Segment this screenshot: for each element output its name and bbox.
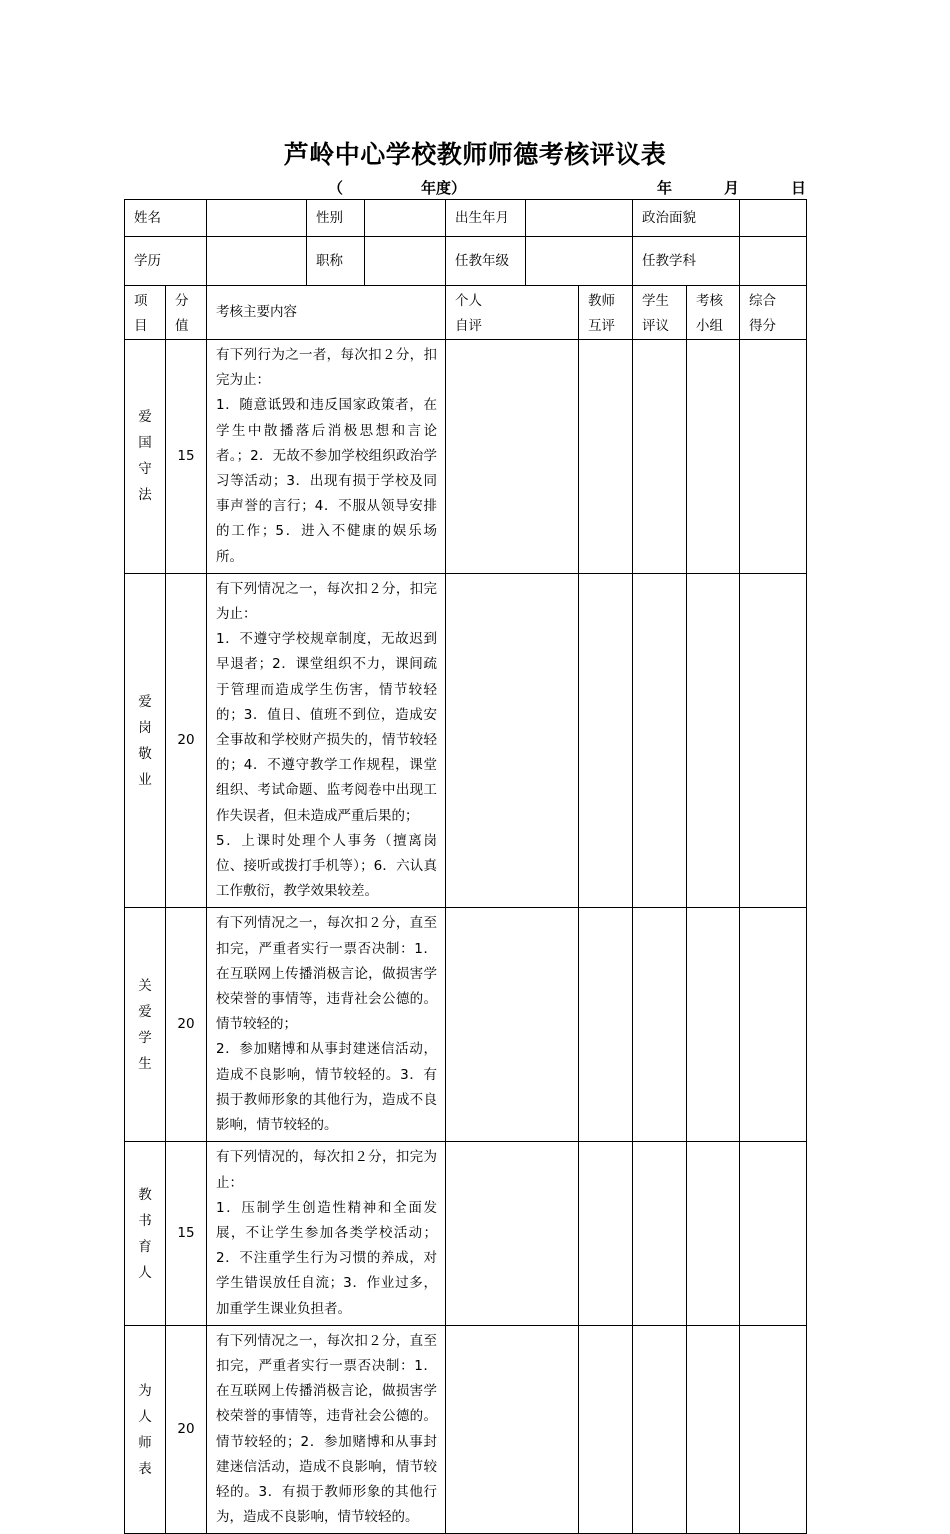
header-peer-line: 互评 (588, 318, 615, 334)
gender-label: 性别 (307, 200, 365, 237)
row-content-line: 2．参加赌博和从事封建迷信活动，造成不良影响，情节较轻的。3．有损于教师形象的其他行为，造成不良影响，情节较轻的。 (216, 1041, 437, 1134)
row-item-char: 爱 (138, 409, 152, 426)
row-content-line: 5．上课时处理个人事务（擅离岗位、接听或拨打手机等）；6．六认真工作敷衍，教学效果较差。 (216, 832, 437, 900)
row-item-char: 人 (138, 1408, 152, 1425)
row-content (207, 1142, 446, 1325)
birth-value-cell[interactable] (526, 200, 633, 237)
table-row (125, 573, 807, 908)
header-total-line: 综合 (749, 293, 776, 309)
header-self-line: 个人 (455, 293, 482, 309)
evaluation-table (124, 199, 807, 1534)
row-content-line: 有下列情况之一，每次扣２分，直至扣完，严重者实行一票否决制：1．在互联网上传播消极言论，做损害学校荣誉的事情等，违背社会公德的。情节较轻的；2．参加赌博和从事封建迷信活动，造成不良影响，情节较轻的。3．有损于教师形象的其他行为，造成不良影响，情节较轻的。 (216, 1332, 437, 1526)
peer-score-cell[interactable] (579, 1142, 633, 1325)
row-item-char: 人 (138, 1264, 152, 1281)
row-item-char: 爱 (138, 1003, 152, 1020)
student-score-cell[interactable] (633, 908, 687, 1142)
row-item-char: 守 (138, 461, 152, 478)
row-item-char: 师 (138, 1434, 152, 1451)
row-content (207, 1325, 446, 1534)
row-item (125, 908, 166, 1142)
grade-value-cell[interactable] (526, 237, 633, 286)
row-item-char: 教 (138, 1186, 152, 1203)
row-item-char: 生 (138, 1055, 152, 1072)
header-content: 考核主要内容 (207, 286, 446, 340)
row-content (207, 573, 446, 908)
row-item-char: 国 (138, 435, 152, 452)
group-score-cell[interactable] (687, 1325, 740, 1534)
row-content (207, 340, 446, 574)
header-score-line: 分 (175, 293, 189, 309)
row-item (125, 1142, 166, 1325)
date-day-label: 日 (791, 179, 807, 197)
header-group (687, 286, 740, 340)
table-row (125, 340, 807, 574)
student-score-cell[interactable] (633, 1325, 687, 1534)
birth-label: 出生年月 (446, 200, 526, 237)
self-score-cell[interactable] (446, 908, 579, 1142)
row-content-line: 1．不遵守学校规章制度，无故迟到早退者；2．课堂组织不力，课间疏于管理而造成学生伤害，情节较轻的；3．值日、值班不到位，造成安全事故和学校财产损失的，情节较轻的；4．不遵守教学工作规程，课堂组织、考试命题、监考阅卷中出现工作失误者，但未造成严重后果的； (216, 631, 437, 824)
politics-value-cell[interactable] (740, 200, 807, 237)
header-student-line: 评议 (642, 318, 669, 334)
total-score-cell[interactable] (740, 340, 807, 574)
education-label: 学历 (125, 237, 207, 286)
row-item-char: 关 (138, 977, 152, 994)
peer-score-cell[interactable] (579, 1325, 633, 1534)
total-score-cell[interactable] (740, 573, 807, 908)
peer-score-cell[interactable] (579, 908, 633, 1142)
header-group-line: 小组 (696, 318, 723, 334)
date-year-label: 年 (657, 179, 673, 197)
total-score-cell[interactable] (740, 1325, 807, 1534)
title-value-cell[interactable] (365, 237, 446, 286)
row-item-char: 表 (138, 1460, 152, 1477)
row-item-char: 育 (138, 1238, 152, 1255)
row-item-char: 岗 (138, 719, 152, 736)
table-row (125, 1142, 807, 1325)
gender-value-cell[interactable] (365, 200, 446, 237)
name-label: 姓名 (125, 200, 207, 237)
header-item-line: 目 (134, 318, 148, 334)
header-group-line: 考核 (696, 293, 723, 309)
total-score-cell[interactable] (740, 1142, 807, 1325)
header-item-line: 项 (134, 293, 148, 309)
row-content-line: 有下列情况的，每次扣２分，扣完为止： (216, 1149, 437, 1191)
group-score-cell[interactable] (687, 908, 740, 1142)
table-row (125, 908, 807, 1142)
peer-score-cell[interactable] (579, 573, 633, 908)
row-score: 15 (166, 1142, 207, 1325)
year-open-paren: （ (328, 179, 344, 197)
row-item-char: 爱 (138, 693, 152, 710)
header-self (446, 286, 579, 340)
group-score-cell[interactable] (687, 340, 740, 574)
row-item-char: 敬 (138, 745, 152, 762)
page-title: 芦岭中心学校教师师德考核评议表 (283, 140, 667, 169)
group-score-cell[interactable] (687, 573, 740, 908)
row-item (125, 1325, 166, 1534)
row-item (125, 573, 166, 908)
row-score: 20 (166, 1325, 207, 1534)
row-item-char: 书 (138, 1212, 152, 1229)
row-item (125, 340, 166, 574)
header-total-line: 得分 (749, 318, 776, 334)
education-value-cell[interactable] (207, 237, 307, 286)
row-score: 20 (166, 908, 207, 1142)
total-score-cell[interactable] (740, 908, 807, 1142)
header-student (633, 286, 687, 340)
year-label: 年度） (421, 179, 467, 197)
row-score: 20 (166, 573, 207, 908)
header-total (740, 286, 807, 340)
self-score-cell[interactable] (446, 340, 579, 574)
date-month-label: 月 (724, 179, 740, 197)
self-score-cell[interactable] (446, 1142, 579, 1325)
header-item (125, 286, 166, 340)
row-item-char: 法 (138, 487, 152, 504)
row-content-line: 有下列情况之一，每次扣２分，扣完为止： (216, 580, 437, 623)
row-content-line: 有下列行为之一者，每次扣２分，扣完为止： (216, 347, 437, 389)
student-score-cell[interactable] (633, 340, 687, 574)
politics-label: 政治面貌 (633, 200, 740, 237)
row-item-char: 学 (138, 1029, 152, 1046)
row-score: 15 (166, 340, 207, 574)
peer-score-cell[interactable] (579, 340, 633, 574)
student-score-cell[interactable] (633, 573, 687, 908)
self-score-cell[interactable] (446, 573, 579, 908)
row-content-line: 1．随意诋毁和违反国家政策者，在学生中散播落后消极思想和言论者。；2．无故不参加学校组织政治学习等活动；3．出现有损于学校及同事声誉的言行；4．不服从领导安排的工作；5．进入不健康的娱乐场所。 (216, 397, 437, 565)
header-student-line: 学生 (642, 293, 669, 309)
header-peer-line: 教师 (588, 293, 615, 309)
row-item-char: 业 (138, 771, 152, 788)
row-content-line: 有下列情况之一，每次扣２分，直至扣完，严重者实行一票否决制：1．在互联网上传播消极言论，做损害学校荣誉的事情等，违背社会公德的。情节较轻的； (216, 915, 437, 1033)
subject-label: 任教学科 (633, 237, 740, 286)
self-score-cell[interactable] (446, 1325, 579, 1534)
table-row (125, 1325, 807, 1534)
row-content (207, 908, 446, 1142)
row-content-line: 1．压制学生创造性精神和全面发展，不让学生参加各类学校活动；2．不注重学生行为习惯的养成，对学生错误放任自流；3．作业过多，加重学生课业负担者。 (216, 1199, 437, 1317)
header-peer (579, 286, 633, 340)
subject-value-cell[interactable] (740, 237, 807, 286)
header-self-line: 自评 (455, 318, 482, 334)
title-label: 职称 (307, 237, 365, 286)
grade-label: 任教年级 (446, 237, 526, 286)
header-score-line: 值 (175, 318, 189, 334)
group-score-cell[interactable] (687, 1142, 740, 1325)
header-score (166, 286, 207, 340)
student-score-cell[interactable] (633, 1142, 687, 1325)
name-value-cell[interactable] (207, 200, 307, 237)
row-item-char: 为 (138, 1382, 152, 1399)
